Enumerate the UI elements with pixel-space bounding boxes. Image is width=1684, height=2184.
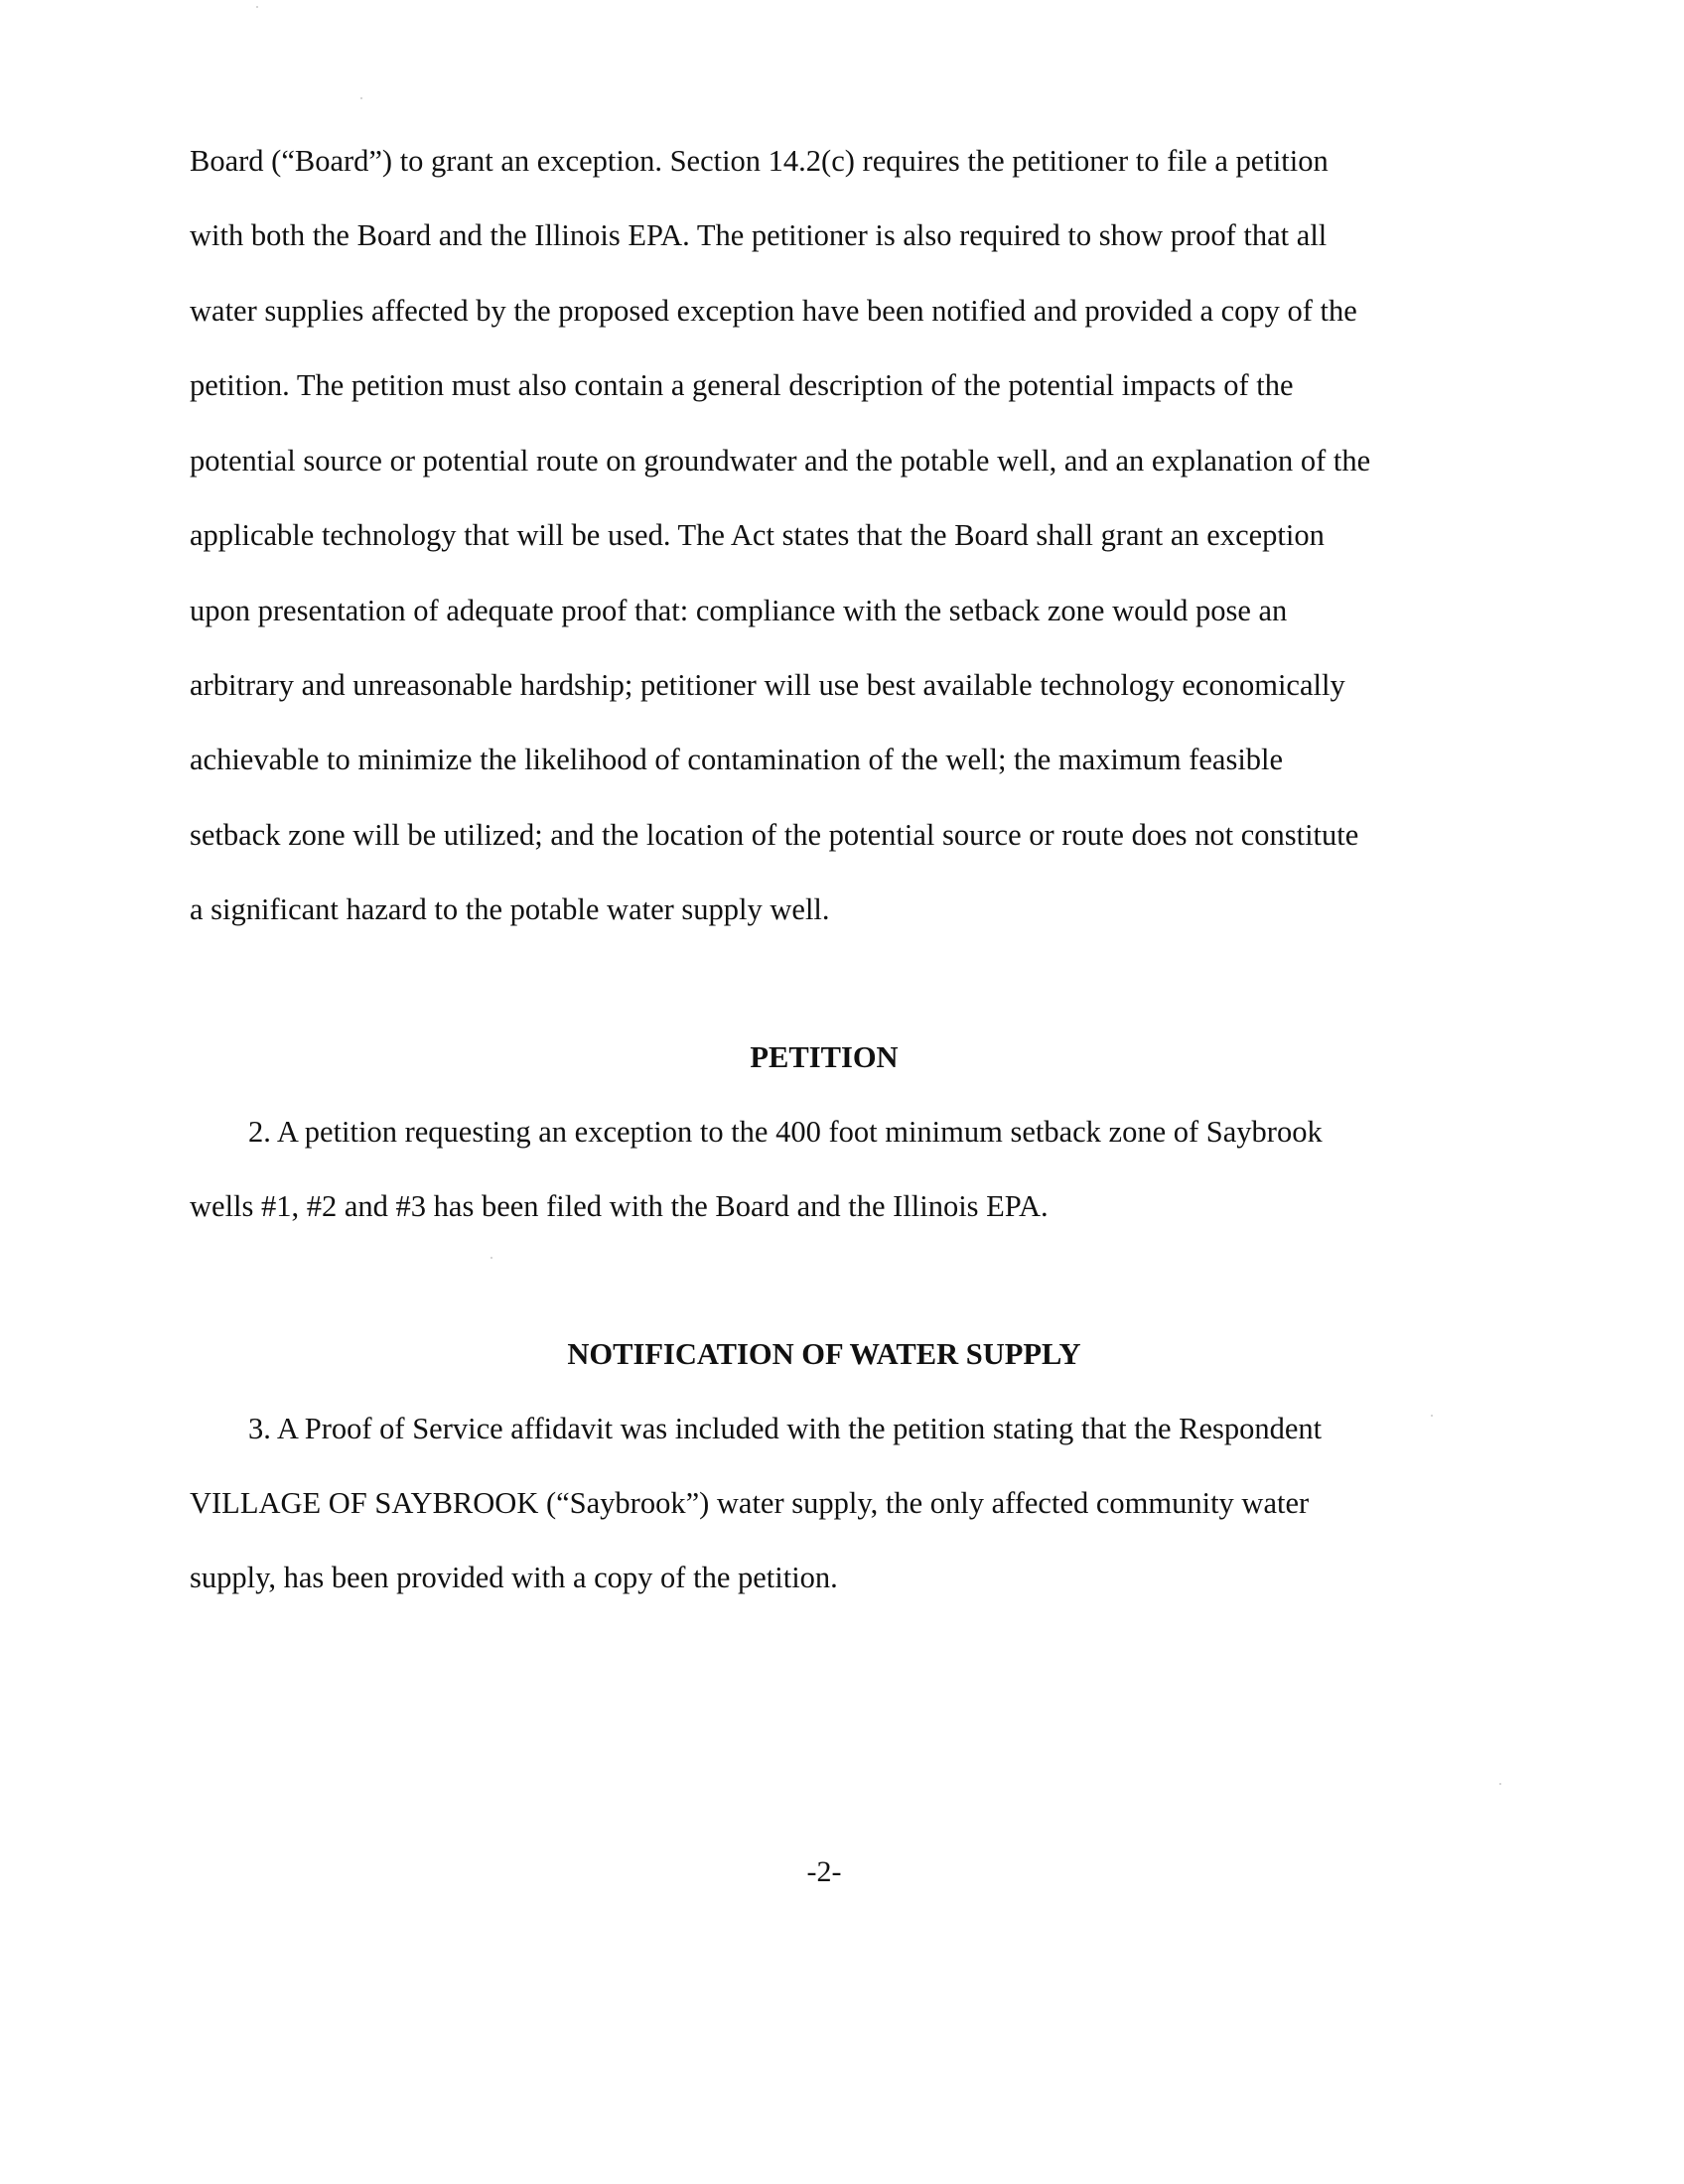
scan-speck xyxy=(360,97,362,99)
paragraph-line: 2. A petition requesting an exception to the 400 foot minimum setback zone of Saybrook xyxy=(248,1115,1323,1149)
intro-line: applicable technology that will be used. The Act states that the Board shall grant an exception xyxy=(190,518,1325,552)
scan-speck xyxy=(1499,1783,1501,1785)
scan-speck xyxy=(1431,1415,1433,1417)
intro-line: upon presentation of adequate proof that: compliance with the setback zone would pose an xyxy=(190,594,1288,627)
section-heading-petition: PETITION xyxy=(750,1040,899,1074)
intro-line: potential source or potential route on groundwater and the potable well, and an explanation of the xyxy=(190,444,1371,478)
intro-line: petition. The petition must also contain a general description of the potential impacts of the xyxy=(190,368,1294,402)
intro-line: water supplies affected by the proposed exception have been notified and provided a copy of the xyxy=(190,294,1357,328)
section-heading-notification: NOTIFICATION OF WATER SUPPLY xyxy=(567,1337,1081,1371)
intro-line: with both the Board and the Illinois EPA. The petitioner is also required to show proof that all xyxy=(190,218,1328,252)
intro-line: setback zone will be utilized; and the location of the potential source or route does not constitute xyxy=(190,818,1359,852)
scan-speck xyxy=(256,6,258,8)
intro-line: Board (“Board”) to grant an exception. Section 14.2(c) requires the petitioner to file a petition xyxy=(190,144,1329,178)
intro-line: arbitrary and unreasonable hardship; petitioner will use best available technology economically xyxy=(190,668,1345,702)
intro-line: achievable to minimize the likelihood of contamination of the well; the maximum feasible xyxy=(190,743,1284,776)
scan-speck xyxy=(491,1257,492,1259)
paragraph-line: 3. A Proof of Service affidavit was included with the petition stating that the Respondent xyxy=(248,1412,1323,1445)
paragraph-line: wells #1, #2 and #3 has been filed with the Board and the Illinois EPA. xyxy=(190,1189,1049,1223)
paragraph-line: VILLAGE OF SAYBROOK (“Saybrook”) water supply, the only affected community water xyxy=(190,1486,1310,1520)
paragraph-line: supply, has been provided with a copy of the petition. xyxy=(190,1561,838,1594)
intro-line: a significant hazard to the potable water supply well. xyxy=(190,892,830,926)
page-number: -2- xyxy=(806,1855,842,1888)
